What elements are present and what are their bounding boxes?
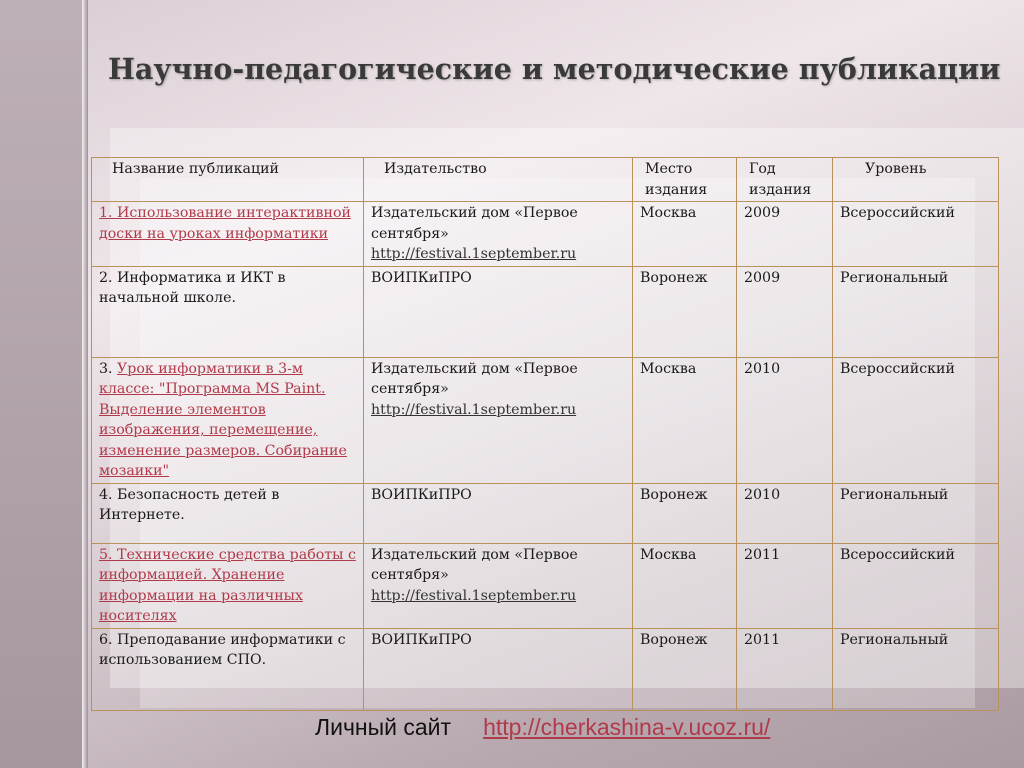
cell-publication-name: [92, 266, 364, 357]
cell-year: 2009: [737, 266, 833, 357]
cell-level: Всероссийский: [833, 543, 999, 628]
cell-level: Региональный: [833, 483, 999, 543]
publications-table: [91, 157, 999, 711]
publisher-url[interactable]: http://festival.1september.ru: [371, 587, 577, 604]
cell-place: Воронеж: [633, 266, 737, 357]
cell-place: Москва: [633, 357, 737, 483]
slide-title: Научно-педагогические и методические публикации: [108, 52, 1001, 86]
publisher-url[interactable]: http://festival.1september.ru: [371, 246, 577, 262]
publication-prefix: 2. Информатика и ИКТ в начальной школе.: [99, 269, 286, 306]
cell-year: 2010: [737, 357, 833, 483]
cell-publication-name: [92, 483, 364, 543]
cell-publisher: [364, 202, 633, 267]
cell-publication-name: [92, 202, 364, 267]
cell-publisher: [364, 266, 633, 357]
cell-level: Всероссийский: [833, 357, 999, 483]
header-level: Уровень: [833, 158, 999, 202]
cell-publisher: [364, 543, 633, 628]
cell-place: Воронеж: [633, 628, 737, 710]
publication-link[interactable]: 1. Использование интерактивной доски на уроках информатики: [99, 205, 351, 242]
cell-year: 2011: [737, 628, 833, 710]
cell-year: 2009: [737, 202, 833, 267]
left-decor-bar: [82, 0, 88, 768]
table-row: [92, 543, 999, 628]
table-row: [92, 483, 999, 543]
cell-publication-name: [92, 543, 364, 628]
publication-prefix: 3.: [99, 360, 118, 377]
header-year: Год издания: [737, 158, 833, 202]
publisher-name: Издательский дом «Первое сентября»: [371, 205, 578, 242]
publisher-name: ВОИПКиПРО: [371, 631, 472, 648]
cell-publication-name: [92, 357, 364, 483]
footer: [315, 714, 770, 741]
publisher-name: Издательский дом «Первое сентября»: [371, 546, 578, 583]
cell-level: Всероссийский: [833, 202, 999, 267]
cell-publisher: [364, 357, 633, 483]
table-row: [92, 202, 999, 267]
cell-place: Воронеж: [633, 483, 737, 543]
cell-place: Москва: [633, 543, 737, 628]
table-row: [92, 628, 999, 710]
publication-prefix: 4. Безопасность детей в Интернете.: [99, 486, 280, 523]
publication-link[interactable]: Урок информатики в 3-м классе: "Программа MS Paint. Выделение элементов изображения, перемещение, изменение размеров. Собирание мозаики": [99, 360, 347, 479]
table-row: [92, 266, 999, 357]
cell-level: Региональный: [833, 266, 999, 357]
cell-level: Региональный: [833, 628, 999, 710]
header-place: Место издания: [633, 158, 737, 202]
publisher-name: ВОИПКиПРО: [371, 486, 472, 503]
cell-year: 2011: [737, 543, 833, 628]
table-header-row: [92, 158, 999, 202]
footer-label: Личный сайт: [315, 714, 452, 740]
cell-publisher: [364, 483, 633, 543]
header-publisher: Издательство: [364, 158, 633, 202]
publication-prefix: 6. Преподавание информатики с использованием СПО.: [99, 631, 346, 668]
personal-site-link[interactable]: http://cherkashina-v.ucoz.ru/: [483, 714, 771, 740]
publisher-name: ВОИПКиПРО: [371, 269, 472, 286]
cell-publisher: [364, 628, 633, 710]
cell-year: 2010: [737, 483, 833, 543]
publication-link[interactable]: 5. Технические средства работы с информацией. Хранение информации на различных носителях: [99, 546, 356, 624]
table-row: [92, 357, 999, 483]
publisher-name: Издательский дом «Первое сентября»: [371, 360, 578, 397]
header-name: Название публикаций: [92, 158, 364, 202]
cell-publication-name: [92, 628, 364, 710]
publisher-url[interactable]: http://festival.1september.ru: [371, 401, 577, 418]
cell-place: Москва: [633, 202, 737, 267]
left-decor-band: [0, 0, 82, 768]
